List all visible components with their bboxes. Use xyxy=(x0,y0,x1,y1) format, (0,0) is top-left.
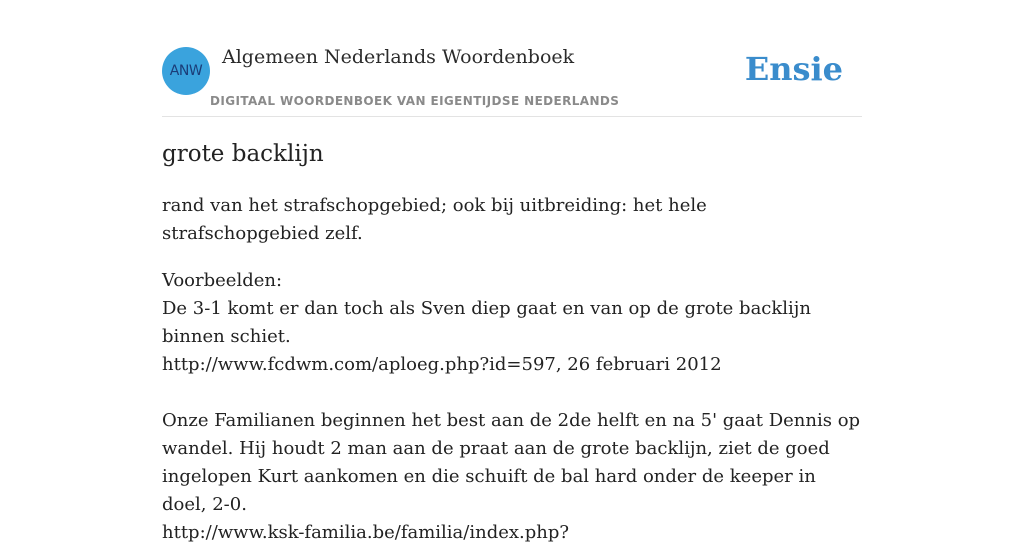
ensie-brand-logo[interactable]: Ensie xyxy=(744,50,843,88)
example-text: De 3-1 komt er dan toch als Sven diep gaat en van op de grote backlijn binnen schiet. xyxy=(162,298,811,347)
example-text: Onze Familianen beginnen het best aan de 2de helft en na 5' gaat Dennis op wandel. Hij houdt 2 man aan de praat aan de grote backlijn, ziet de goed ingelopen Kurt aankomen en die schuift de bal hard onder de keeper in doel, 2-0. xyxy=(162,410,861,515)
example-spacer xyxy=(162,379,862,407)
entry-definition: rand van het strafschopgebied; ook bij uitbreiding: het hele strafschopgebied zelf. xyxy=(162,195,707,244)
site-title[interactable]: Algemeen Nederlands Woordenboek xyxy=(222,46,575,68)
example-source: http://www.fcdwm.com/aploeg.php?id=597, 26 februari 2012 xyxy=(162,354,722,375)
anw-logo[interactable]: ANW xyxy=(162,47,210,95)
examples-label: Voorbeelden: xyxy=(162,270,283,291)
site-subtitle: DIGITAAL WOORDENBOEK VAN EIGENTIJDSE NEDERLANDS xyxy=(210,94,620,108)
site-header xyxy=(162,40,862,117)
entry-content xyxy=(162,138,862,547)
entry-title: grote backlijn xyxy=(162,141,324,167)
example-source: http://www.ksk-familia.be/familia/index.php? xyxy=(162,522,570,543)
